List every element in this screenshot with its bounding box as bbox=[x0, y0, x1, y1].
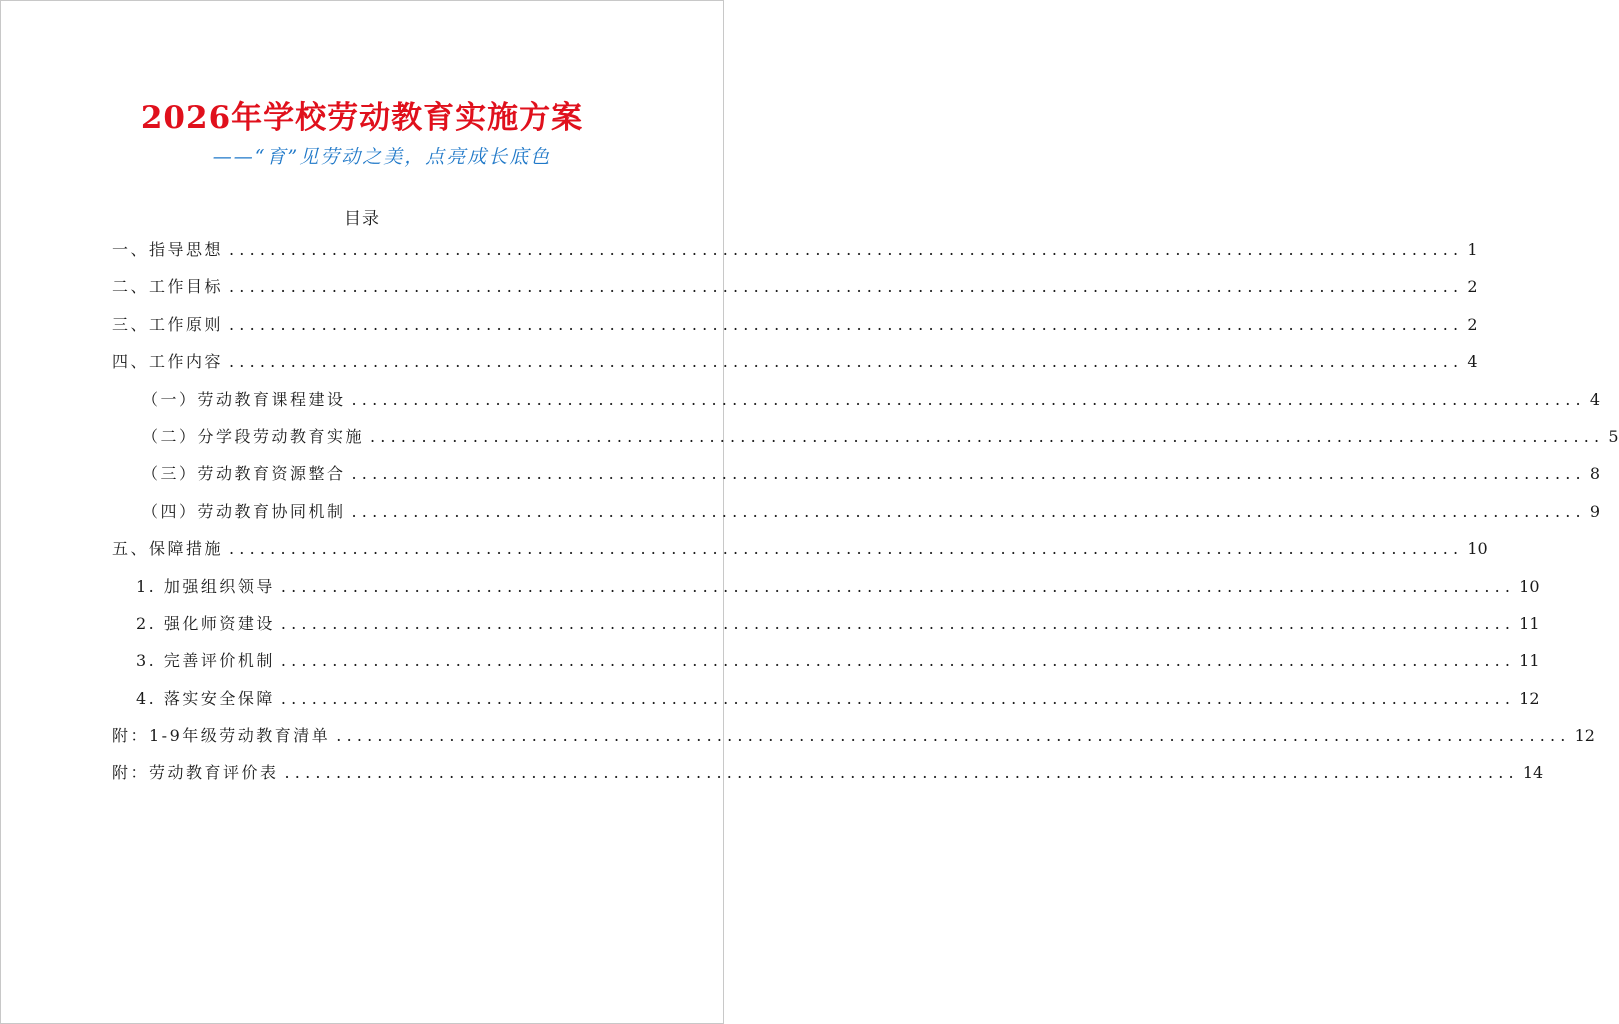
toc-leader-dots: ........................................................................................................................ bbox=[280, 688, 1516, 708]
toc-leader-dots: ........................................................................................................................ bbox=[280, 651, 1516, 671]
toc-entry-label: （三）劳动教育资源整合 bbox=[142, 464, 346, 484]
toc-entry-page: 10 bbox=[1519, 576, 1540, 596]
toc-entry[interactable] bbox=[112, 686, 1540, 723]
toc-entry[interactable] bbox=[112, 312, 1478, 349]
toc-leader-dots: ........................................................................................................................ bbox=[229, 277, 1464, 297]
toc-leader-dots: ........................................................................................................................ bbox=[229, 352, 1464, 372]
toc-entry-page: 2 bbox=[1467, 277, 1478, 297]
toc-leader-dots: ........................................................................................................................ bbox=[351, 501, 1586, 521]
toc-heading: 目录 bbox=[344, 209, 380, 229]
table-of-contents bbox=[112, 237, 1619, 798]
toc-entry-page: 8 bbox=[1589, 464, 1601, 484]
toc-entry-page: 12 bbox=[1574, 726, 1595, 746]
toc-entry[interactable] bbox=[112, 648, 1540, 685]
toc-entry-label: 一、指导思想 bbox=[112, 240, 224, 259]
toc-entry-label: 二、工作目标 bbox=[112, 277, 224, 297]
toc-leader-dots: ........................................................................................................................ bbox=[280, 613, 1516, 633]
toc-leader-dots: ........................................................................................................................ bbox=[280, 576, 1516, 596]
toc-entry-page: 10 bbox=[1467, 539, 1488, 559]
toc-entry-label: 3. 完善评价机制 bbox=[136, 651, 275, 671]
toc-entry[interactable] bbox=[112, 387, 1601, 424]
toc-entry[interactable] bbox=[112, 574, 1540, 611]
toc-entry-page: 4 bbox=[1467, 352, 1478, 372]
document-title: 2026年学校劳动教育实施方案 bbox=[140, 100, 584, 136]
toc-leader-dots: ........................................................................................................................ bbox=[229, 539, 1464, 559]
toc-entry-label: （四）劳动教育协同机制 bbox=[142, 501, 346, 521]
toc-entry-label: （一）劳动教育课程建设 bbox=[142, 389, 346, 409]
toc-entry-page: 2 bbox=[1467, 314, 1478, 334]
toc-leader-dots: ........................................................................................................................ bbox=[229, 240, 1464, 259]
toc-entry-label: 三、工作原则 bbox=[112, 314, 224, 334]
toc-entry-page: 4 bbox=[1589, 389, 1601, 409]
toc-leader-dots: ........................................................................................................................ bbox=[336, 726, 1571, 746]
toc-entry[interactable] bbox=[112, 611, 1540, 648]
toc-leader-dots: ........................................................................................................................ bbox=[370, 426, 1605, 446]
toc-leader-dots: ........................................................................................................................ bbox=[351, 464, 1586, 484]
toc-entry-label: 附：劳动教育评价表 bbox=[112, 763, 279, 783]
toc-entry-page: 9 bbox=[1589, 501, 1601, 521]
toc-entry[interactable] bbox=[112, 461, 1601, 498]
toc-entry-label: 2. 强化师资建设 bbox=[136, 613, 275, 633]
toc-entry[interactable] bbox=[112, 760, 1544, 797]
toc-entry-label: 四、工作内容 bbox=[112, 352, 224, 372]
toc-entry[interactable] bbox=[112, 424, 1619, 461]
toc-entry[interactable] bbox=[112, 499, 1601, 536]
toc-entry[interactable] bbox=[112, 723, 1595, 760]
toc-leader-dots: ........................................................................................................................ bbox=[229, 314, 1464, 334]
toc-entry-label: 附：1-9年级劳动教育清单 bbox=[112, 726, 331, 746]
toc-entry[interactable] bbox=[112, 349, 1478, 386]
toc-entry-label: 4. 落实安全保障 bbox=[136, 688, 275, 708]
toc-entry[interactable] bbox=[112, 536, 1488, 573]
toc-entry-label: 1. 加强组织领导 bbox=[136, 576, 275, 596]
toc-leader-dots: ........................................................................................................................ bbox=[351, 389, 1586, 409]
toc-entry-label: （二）分学段劳动教育实施 bbox=[142, 426, 365, 446]
toc-entry-label: 五、保障措施 bbox=[112, 539, 224, 559]
toc-leader-dots: ........................................................................................................................ bbox=[284, 763, 1519, 783]
toc-entry-page: 11 bbox=[1519, 651, 1540, 671]
toc-entry-page: 14 bbox=[1522, 763, 1544, 783]
toc-entry-page: 12 bbox=[1519, 688, 1540, 708]
toc-entry-page: 5 bbox=[1608, 426, 1619, 446]
toc-entry[interactable] bbox=[112, 274, 1478, 311]
toc-entry-page: 11 bbox=[1519, 613, 1540, 633]
document-subtitle: ——“育”见劳动之美，点亮成长底色 bbox=[212, 146, 552, 168]
toc-entry-page: 1 bbox=[1467, 240, 1478, 259]
toc-entry[interactable] bbox=[112, 237, 1478, 274]
